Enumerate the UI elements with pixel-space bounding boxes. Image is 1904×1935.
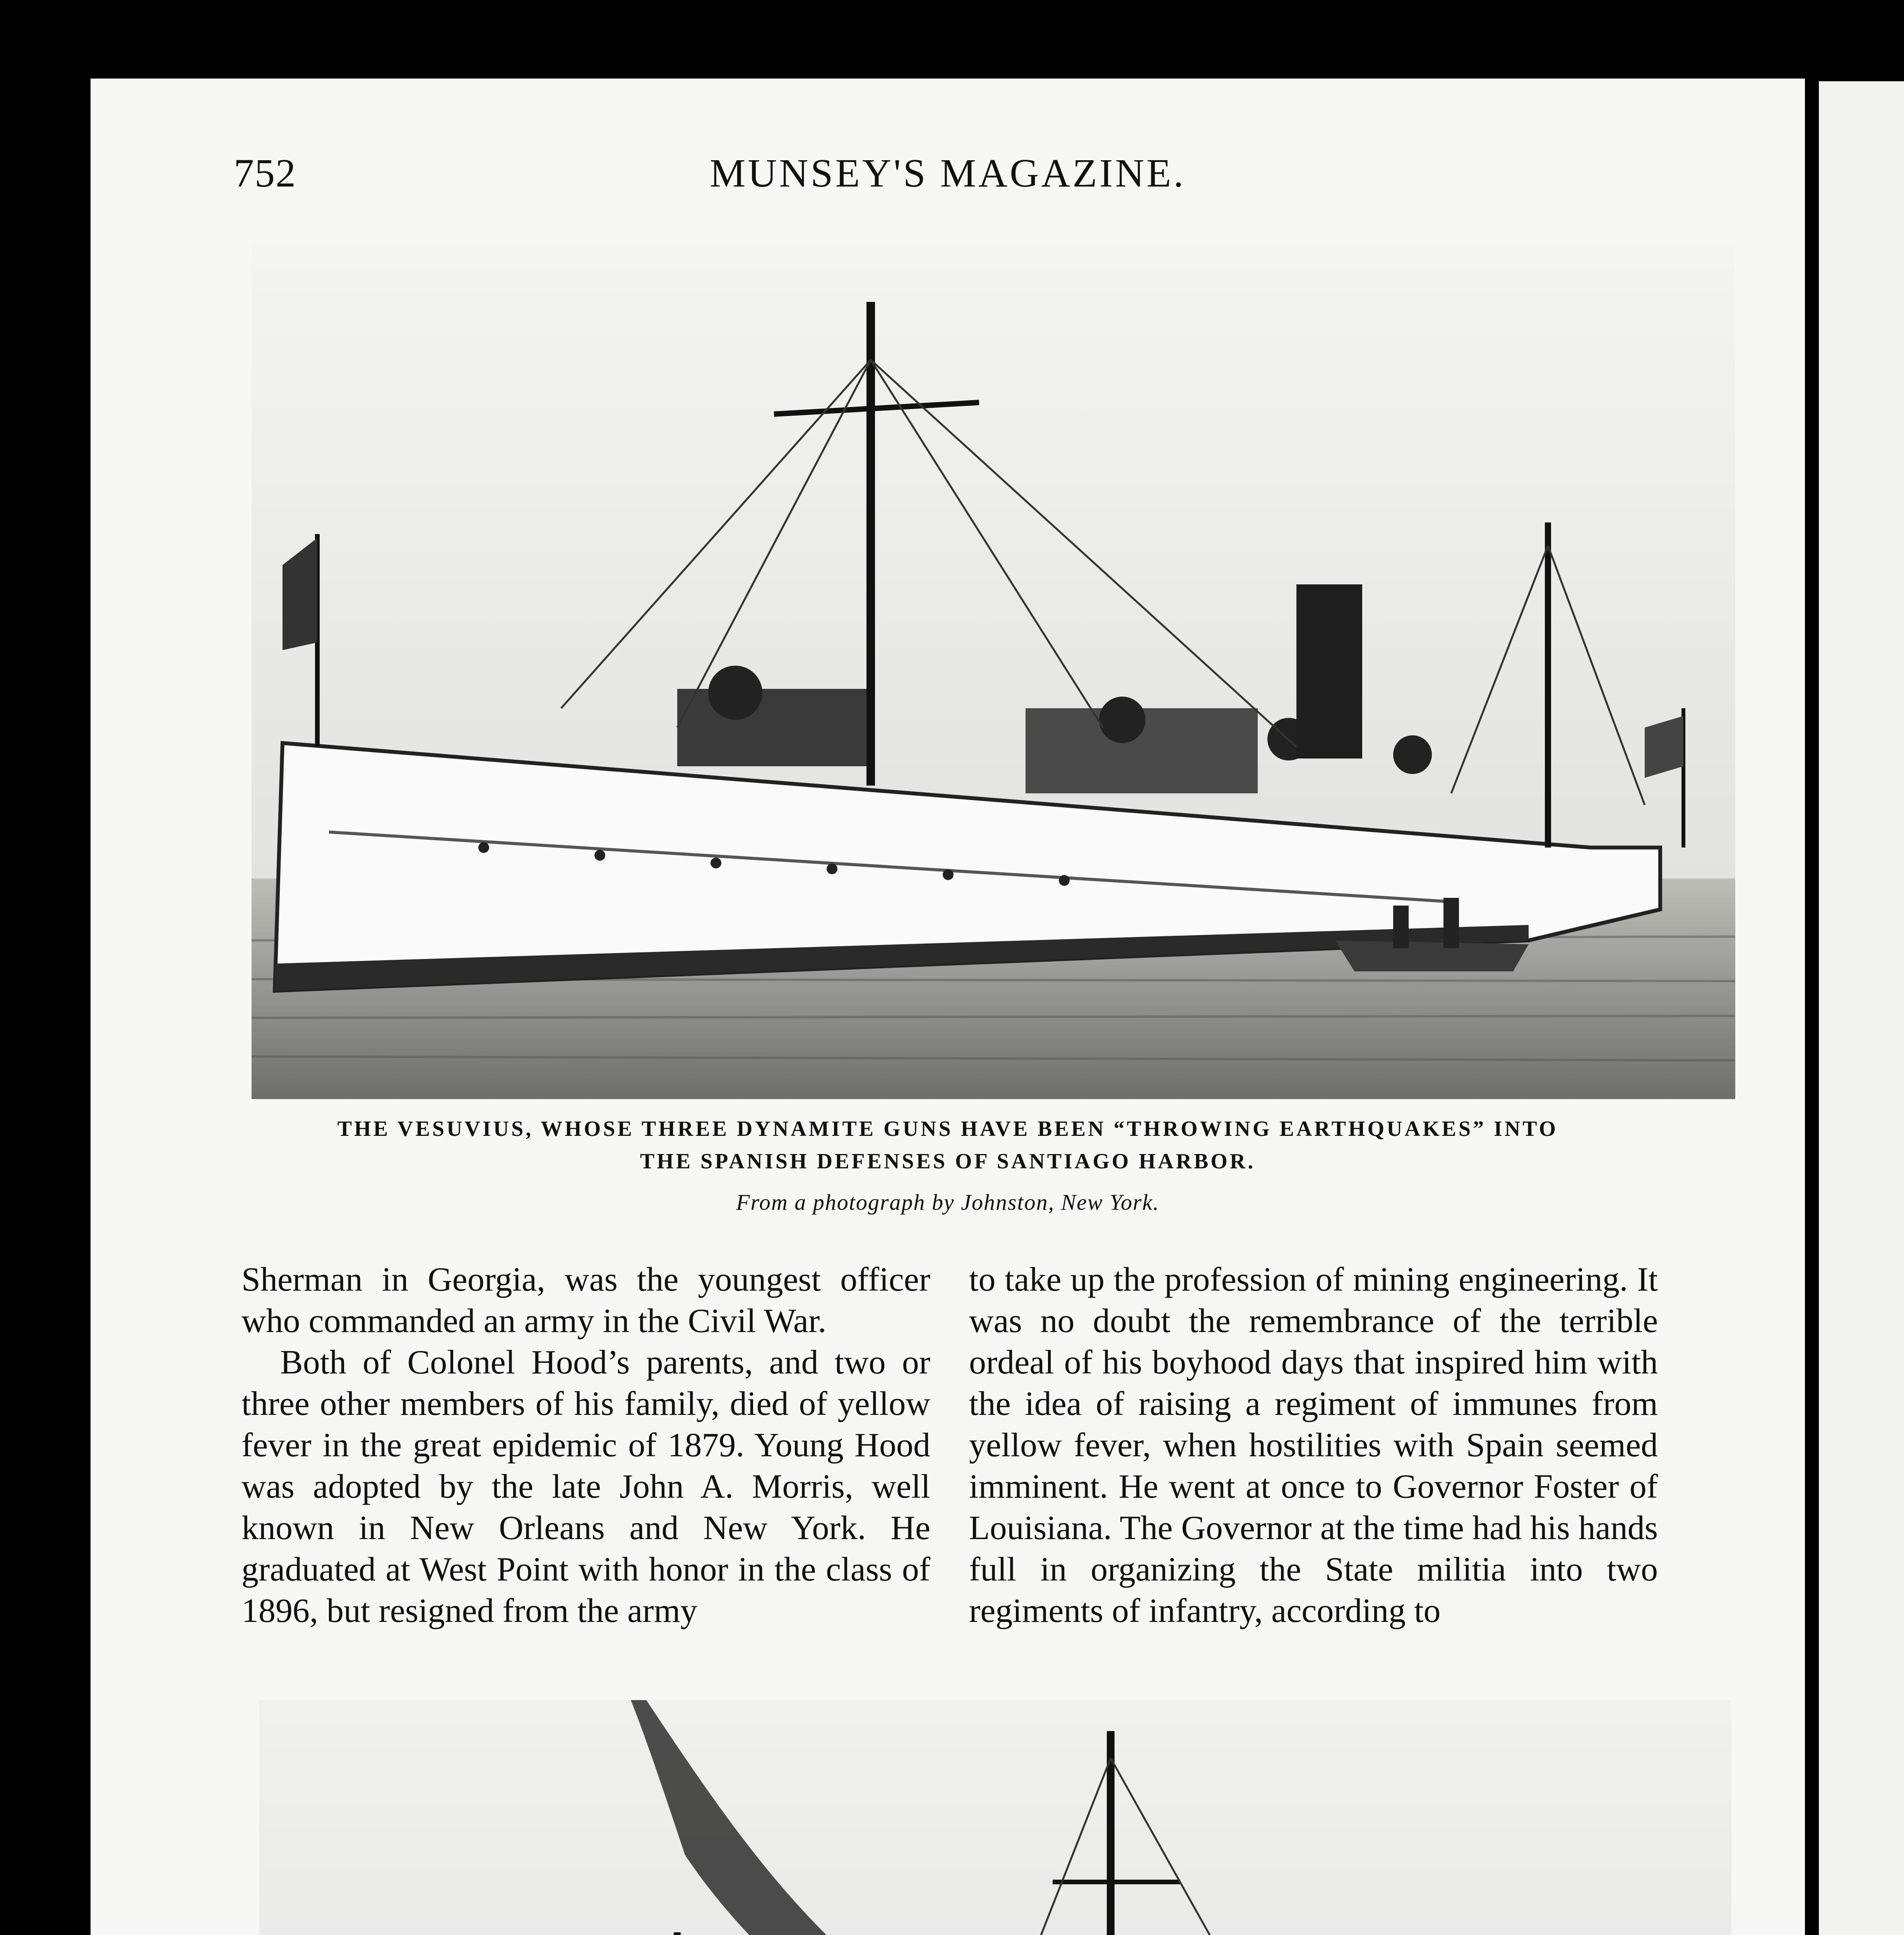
left-paragraph-1: Sherman in Georgia, was the youngest officer who commanded an army in the Civil War. bbox=[241, 1261, 930, 1340]
vesuvius-credit: From a photograph by Johnston, New York. bbox=[736, 1190, 1159, 1215]
vesuvius-illustration bbox=[252, 244, 1735, 1099]
vesuvius-photo bbox=[252, 244, 1735, 1099]
vesuvius-caption bbox=[91, 1113, 1805, 1178]
new-orleans-photo bbox=[259, 1700, 1731, 1935]
page-number: 752 bbox=[234, 151, 296, 195]
vesuvius-caption-line2: THE SPANISH DEFENSES OF SANTIAGO HARBOR. bbox=[640, 1149, 1256, 1173]
magazine-page bbox=[91, 79, 1805, 1935]
magazine-title: MUNSEY'S MAGAZINE. bbox=[709, 151, 1186, 195]
right-paragraph-1: to take up the profession of mining engineering. It was no doubt the remembrance of the terrible ordeal of his boyhood days that inspired him with the idea of raising a regiment of immunes from yellow fever, when hostilities with Spain seemed imminent. He went at once to Governor Foster of Louisiana. The Governor at the time had his hands full in organizing the State militia into two regiments of infantry, according to bbox=[969, 1261, 1658, 1630]
right-column bbox=[969, 1259, 1658, 1632]
running-head bbox=[91, 150, 1805, 208]
new-orleans-illustration bbox=[259, 1700, 1731, 1935]
adjacent-page-edge bbox=[1819, 81, 1904, 1935]
left-column bbox=[241, 1259, 930, 1632]
vesuvius-caption-line1: THE VESUVIUS, WHOSE THREE DYNAMITE GUNS HAVE BEEN “THROWING EARTHQUAKES” INTO bbox=[337, 1117, 1558, 1141]
left-paragraph-2: Both of Colonel Hood’s parents, and two or three other members of his family, died of yellow fever in the great epidemic of 1879. Young Hood was adopted by the late John A. Morris, well known in New Orleans and New York. He graduated at West Point with honor in the class of 1896, but resigned from the army bbox=[241, 1344, 930, 1630]
